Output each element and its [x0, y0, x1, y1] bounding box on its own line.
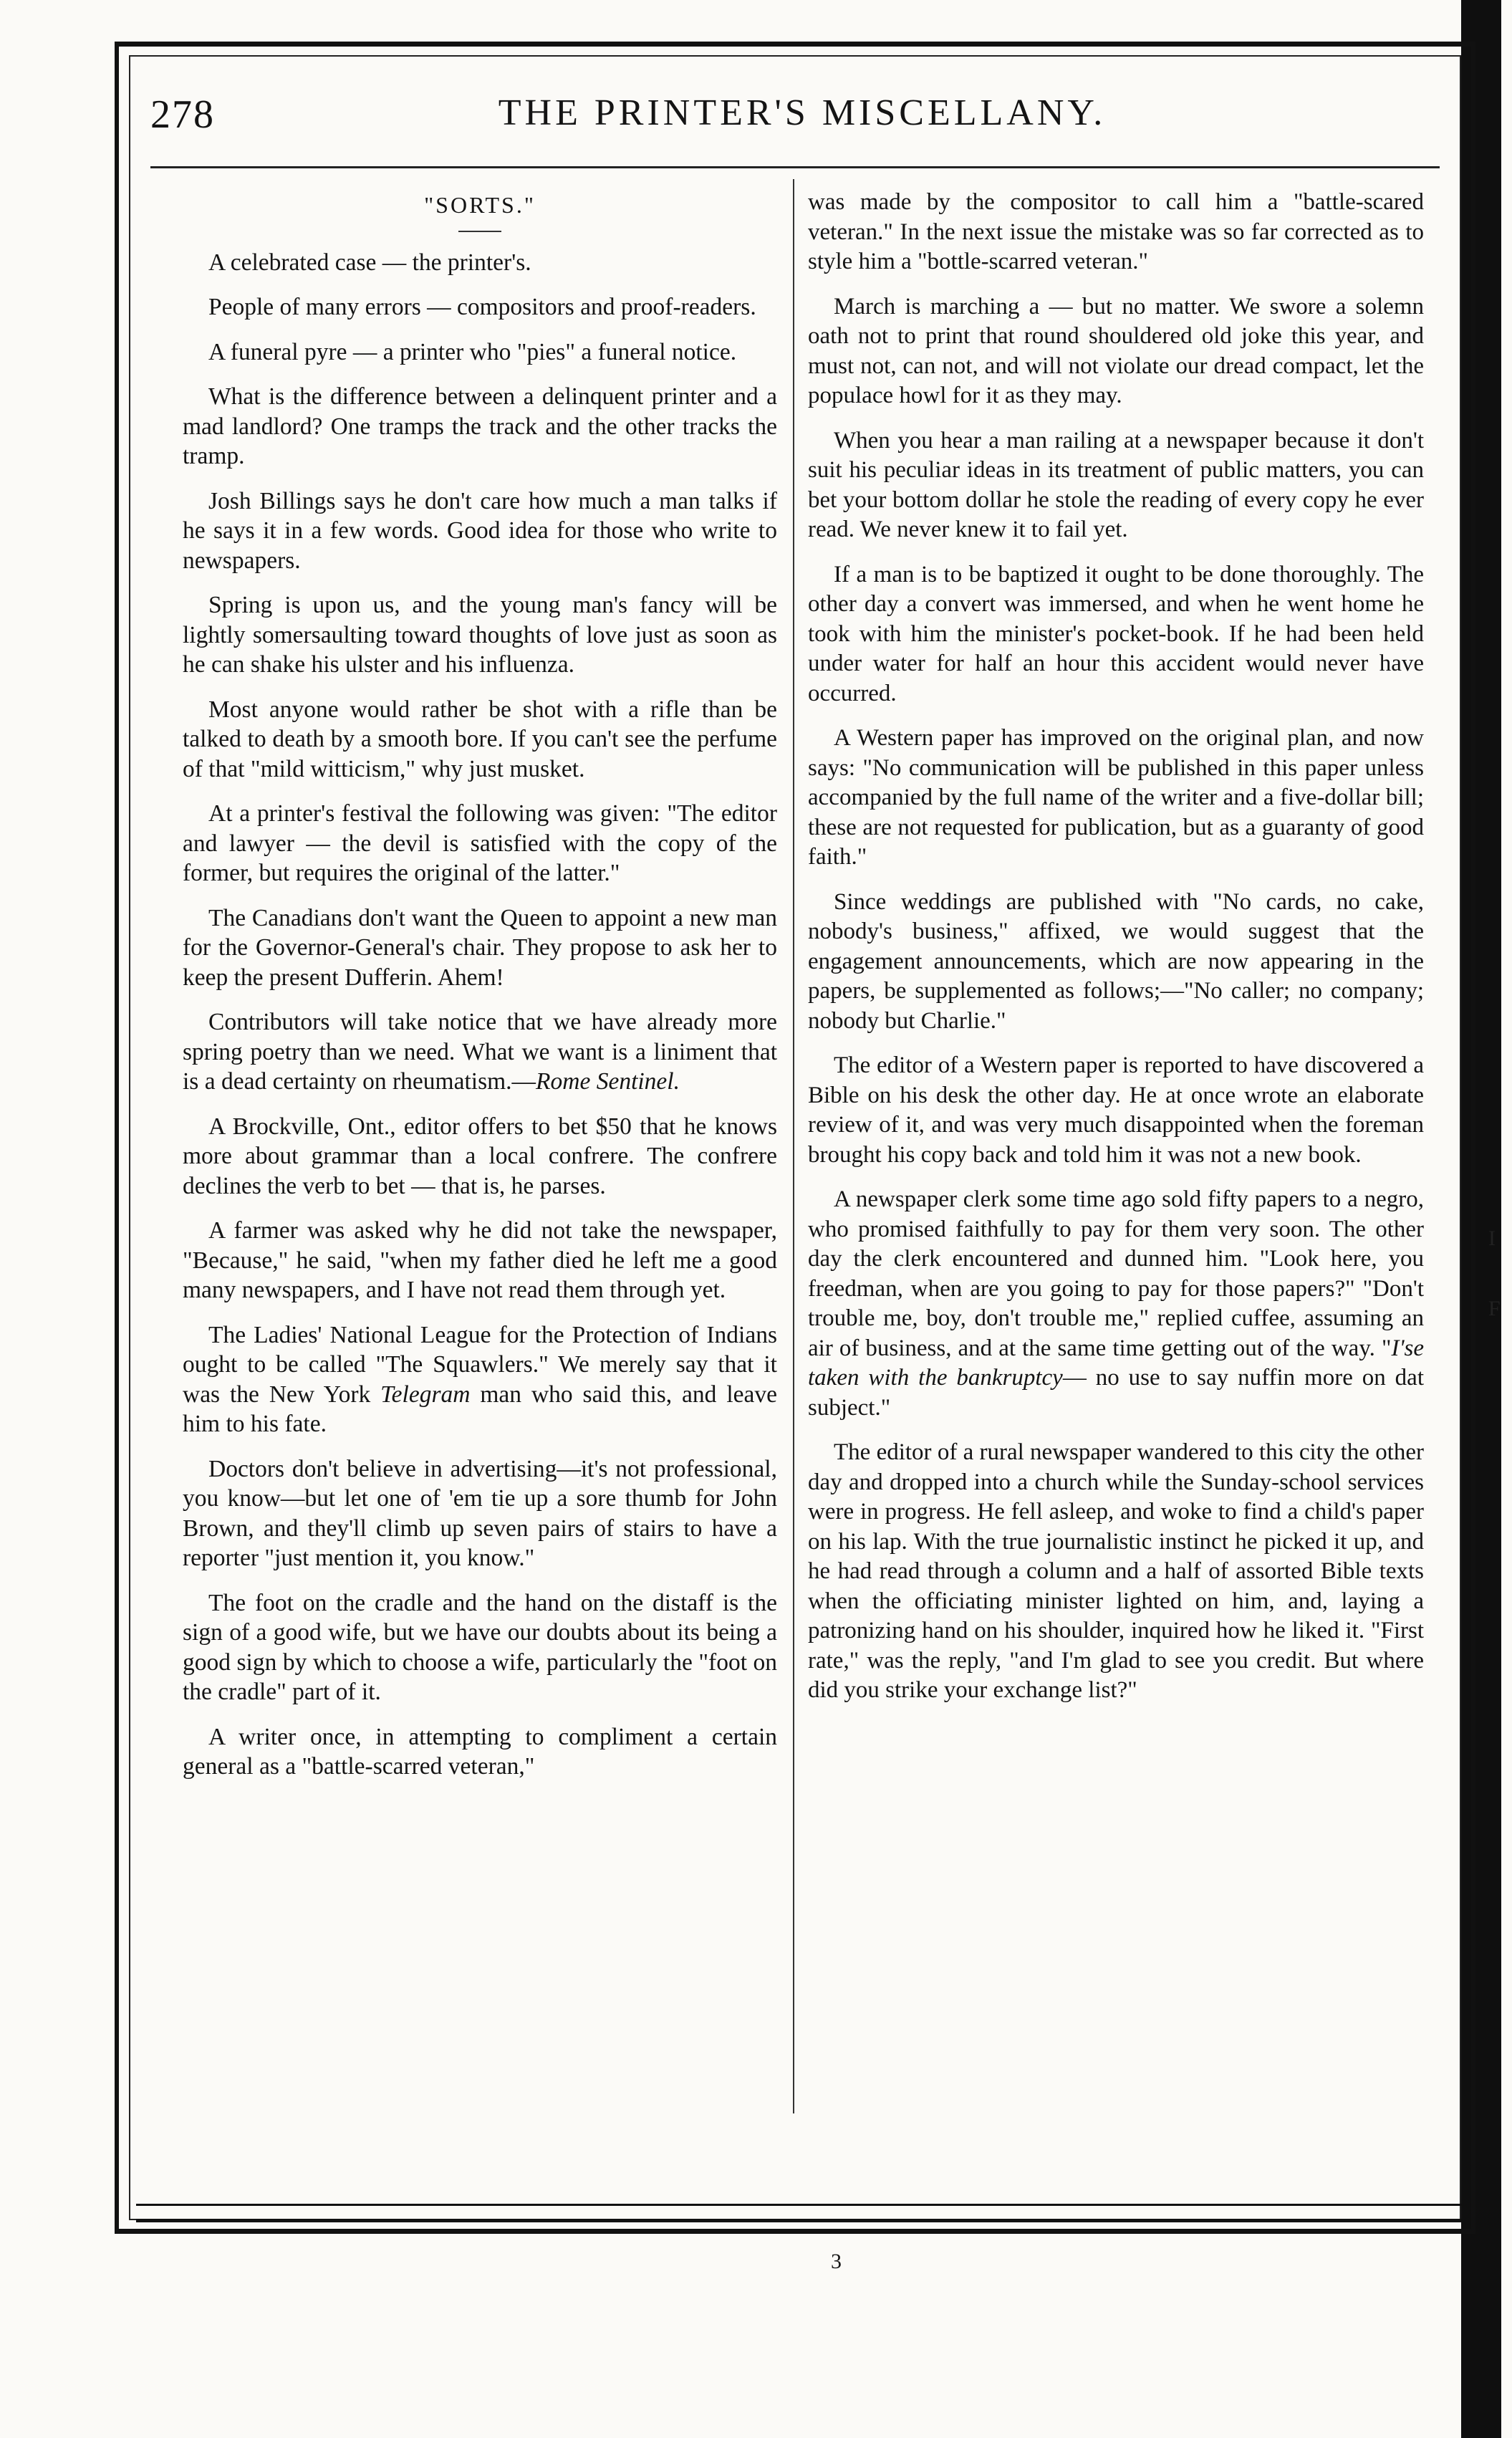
paragraph: Since weddings are published with "No cards, no cake, nobody's business," affixed, we would suggest that the engagement announcements, which are now appearing in the papers, be supplemented as follows;—"No caller; no company; nobody but Charlie.": [808, 888, 1424, 1034]
newspaper-name: Telegram: [380, 1381, 471, 1408]
paragraph: A Brockville, Ont., editor offers to bet $50 that he knows more about grammar than a local confrere. The confrere declines the verb to bet — that is, he parses.: [183, 1113, 777, 1199]
paragraph: March is marching a — but no matter. We swore a solemn oath not to print that round shouldered old joke this year, and must not, can not, and will not violate our dread compact, let the populace howl for it as they may.: [808, 293, 1424, 408]
paragraph: What is the difference between a delinquent printer and a mad landlord? One tramps the track and the other tracks the tramp.: [183, 383, 777, 469]
right-column: [808, 188, 1424, 2208]
contributors-text: Contributors will take notice that we have already more spring poetry than we need. What we want is a liniment that is a dead certainty on rheumatism.—: [183, 1009, 777, 1095]
page-header: [150, 85, 1432, 156]
page-number: 278: [150, 92, 215, 137]
italic-quote: I'se taken with the bankruptcy: [808, 1335, 1424, 1391]
paragraph: A writer once, in attempting to compliment a certain general as a "battle-scarred veteran,": [183, 1723, 777, 1780]
paragraph: The foot on the cradle and the hand on the distaff is the sign of a good wife, but we have our doubts about its being a good sign by which to choose a wife, particularly the "foot on the cradle" part of it.: [183, 1589, 777, 1705]
paragraph: A funeral pyre — a printer who "pies" a funeral notice.: [208, 338, 737, 365]
paragraph: A celebrated case — the printer's.: [208, 249, 531, 276]
source-credit: Rome Sentinel.: [536, 1068, 680, 1095]
paragraph: Most anyone would rather be shot with a rifle than be talked to death by a smooth bore. If you can't see the perfume of that "mild witticism," why just musket.: [183, 696, 777, 782]
paragraph: If a man is to be baptized it ought to be done thoroughly. The other day a convert was immersed, and when he went home he took with him the minister's pocket-book. If he had been held under water for half an hour this accident would never have occurred.: [808, 561, 1424, 706]
running-title: THE PRINTER'S MISCELLANY.: [498, 92, 1107, 133]
negro-text: A newspaper clerk some time ago sold fifty papers to a negro, who promised faithfully to pay for them very soon. The other day the clerk encountered and dunned him. "Look here, you freedman, when are you going to pay for those papers?" "Don't trouble me, boy, don't trouble me," replied cuffee, assuming an air of business, and at the same time getting out of the way. ": [808, 1186, 1424, 1361]
edge-mark: F: [1488, 1297, 1501, 1320]
footer-mark: 3: [831, 2250, 842, 2273]
ladies-text-before: The Ladies' National League for the Protection of Indians ought to be called "The Squawlers." We merely say that it was the New York: [183, 1321, 777, 1408]
paragraph: Doctors don't believe in advertising—it's not professional, you know—but let one of 'em tie up a sore thumb for John Brown, and they'll climb up seven pairs of stairs to have a reporter "just mention it, you know.": [183, 1455, 777, 1571]
paragraph: [808, 1185, 1424, 1423]
header-rule: [150, 166, 1440, 168]
paragraph: The editor of a rural newspaper wandered to this city the other day and dropped into a church while the Sunday-school services were in progress. He fell asleep, and woke to find a child's paper on his lap. With the true journalistic instinct he picked it up, and he had read through a column and a half of assorted Bible texts when the officiating minister lighted on him, and, laying a patronizing hand on his shoulder, inquired how he liked it. "First rate," was the reply, "and I'm glad to see you credit. But where did you strike your exchange list?": [808, 1439, 1424, 1703]
bottom-rules: [136, 2204, 1461, 2222]
paragraph: The Canadians don't want the Queen to appoint a new man for the Governor-General's chair. They propose to ask her to keep the present Dufferin. Ahem!: [183, 904, 777, 991]
ladies-text-after: man who said this, and leave him to his fate.: [183, 1381, 777, 1437]
paragraph: Spring is upon us, and the young man's fancy will be lightly somersaulting toward thoughts of love just as soon as he can shake his ulster and his influenza.: [183, 592, 777, 678]
column-divider: [793, 179, 794, 2113]
paragraph: Josh Billings says he don't care how much a man talks if he says it in a few words. Good idea for those who write to newspapers.: [183, 487, 777, 574]
paragraph: At a printer's festival the following was given: "The editor and lawyer — the devil is satisfied with the copy of the former, but requires the original of the latter.": [183, 800, 777, 886]
paragraph: A farmer was asked why he did not take the newspaper, "Because," he said, "when my father died he left me a good many newspapers, and I have not read them through yet.: [183, 1217, 777, 1303]
paragraph: People of many errors — compositors and proof-readers.: [208, 294, 756, 320]
title-rule: [458, 231, 501, 232]
paragraph: When you hear a man railing at a newspaper because it don't suit his peculiar ideas in its treatment of public matters, you can bet your bottom dollar he stole the reading of every copy he ever read. We never knew it to fail yet.: [808, 427, 1424, 542]
paragraph: was made by the compositor to call him a "battle-scared veteran." In the next issue the mistake was so far corrected as to style him a "bottle-scarred veteran.": [808, 189, 1424, 274]
paragraph: [183, 1007, 777, 1097]
paragraph: The editor of a Western paper is reported to have discovered a Bible on his desk the other day. He at once wrote an elaborate review of it, and was very much disappointed when the foreman brought his copy back and told him it was not a new book.: [808, 1052, 1424, 1168]
section-title: "SORTS.": [424, 192, 536, 218]
negro-text-after: — no use to say nuffin more on dat subject.": [808, 1365, 1424, 1421]
edge-mark: I: [1488, 1227, 1496, 1250]
left-column: [183, 188, 777, 2208]
paragraph: [183, 1320, 777, 1439]
paragraph: A Western paper has improved on the original plan, and now says: "No communication will be published in this paper unless accompanied by the full name of the writer and a five-dollar bill; these are not requested for publication, but as a guaranty of good faith.": [808, 725, 1424, 870]
